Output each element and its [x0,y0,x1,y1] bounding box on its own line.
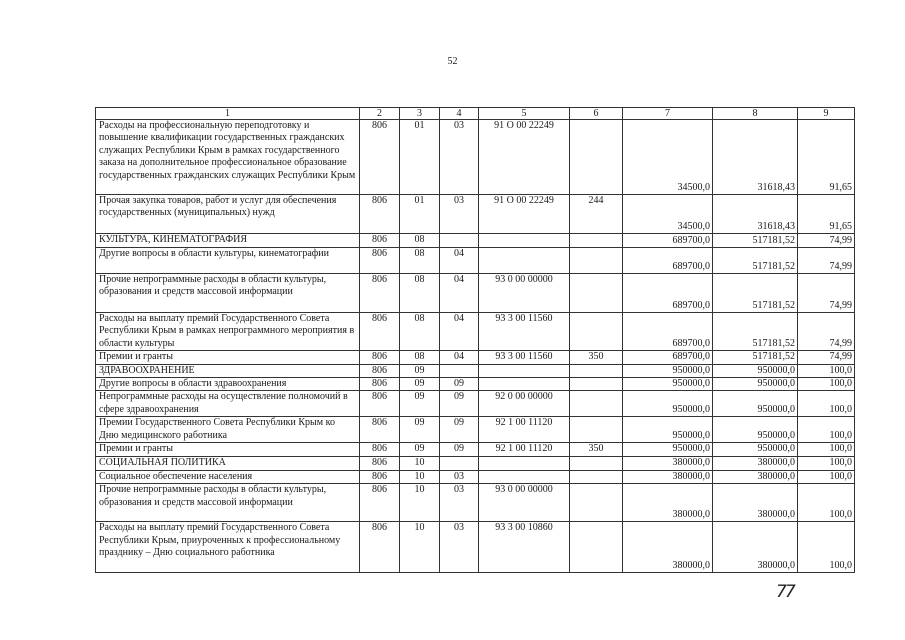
col-4-cell: 04 [440,351,479,364]
table-row [96,484,855,522]
col-8-value: 31618,43 [713,195,798,234]
col-6-cell [570,456,623,470]
col-9-value: 91,65 [798,195,855,234]
col-5-cell: 91 О 00 22249 [479,120,570,195]
col-6-cell: 350 [570,443,623,456]
row-name: Другие вопросы в области здравоохранения [96,378,360,391]
col-7-value: 950000,0 [623,378,713,391]
col-8-value: 517181,52 [713,274,798,313]
col-2-cell: 806 [360,378,400,391]
col-8-value: 950000,0 [713,391,798,417]
row-name: Другие вопросы в области культуры, кинематографии [96,248,360,274]
column-header: 2 [360,108,400,120]
col-7-value: 689700,0 [623,274,713,313]
col-3-cell: 08 [400,351,440,364]
row-name: ЗДРАВООХРАНЕНИЕ [96,364,360,377]
col-2-cell: 806 [360,470,400,483]
col-2-cell: 806 [360,195,400,234]
row-name: Прочие непрограммные расходы в области культуры, образования и средств массовой информации [96,274,360,313]
col-6-cell [570,417,623,443]
col-9-value: 74,99 [798,313,855,351]
row-name: Расходы на выплату премий Государственного Совета Республики Крым в рамках непрограммного мероприятия в области культуры [96,313,360,351]
col-8-value: 950000,0 [713,417,798,443]
column-header: 6 [570,108,623,120]
col-2-cell: 806 [360,313,400,351]
row-name: Социальное обеспечение населения [96,470,360,483]
col-7-value: 380000,0 [623,522,713,573]
row-name: Расходы на выплату премий Государственного Совета Республики Крым, приуроченных к профессиональному празднику – Дню социального работника [96,522,360,573]
col-3-cell: 08 [400,274,440,313]
col-2-cell: 806 [360,248,400,274]
col-5-cell [479,470,570,483]
col-3-cell: 09 [400,417,440,443]
col-7-value: 950000,0 [623,417,713,443]
column-header: 8 [713,108,798,120]
col-2-cell: 806 [360,484,400,522]
col-5-cell: 93 3 00 11560 [479,351,570,364]
col-8-value: 380000,0 [713,522,798,573]
col-4-cell [440,364,479,377]
col-7-value: 34500,0 [623,195,713,234]
col-3-cell: 08 [400,234,440,248]
col-4-cell: 03 [440,470,479,483]
col-7-value: 380000,0 [623,484,713,522]
col-3-cell: 10 [400,470,440,483]
column-header: 9 [798,108,855,120]
col-6-cell [570,484,623,522]
col-6-cell [570,120,623,195]
col-6-cell [570,274,623,313]
col-5-cell [479,364,570,377]
col-2-cell: 806 [360,351,400,364]
column-header: 4 [440,108,479,120]
table-row [96,248,855,274]
col-3-cell: 01 [400,195,440,234]
col-5-cell: 91 О 00 22249 [479,195,570,234]
col-6-cell [570,313,623,351]
col-2-cell: 806 [360,120,400,195]
col-3-cell: 09 [400,364,440,377]
col-8-value: 950000,0 [713,378,798,391]
col-5-cell [479,234,570,248]
col-2-cell: 806 [360,274,400,313]
col-4-cell [440,234,479,248]
handwritten-signature: 77 [776,582,794,602]
col-4-cell: 09 [440,443,479,456]
col-7-value: 380000,0 [623,456,713,470]
col-8-value: 380000,0 [713,470,798,483]
table-row [96,391,855,417]
col-9-value: 74,99 [798,234,855,248]
col-7-value: 950000,0 [623,443,713,456]
col-6-cell [570,470,623,483]
col-9-value: 100,0 [798,470,855,483]
col-7-value: 950000,0 [623,391,713,417]
col-3-cell: 09 [400,378,440,391]
col-5-cell [479,248,570,274]
col-8-value: 517181,52 [713,248,798,274]
table-row [96,417,855,443]
col-9-value: 100,0 [798,417,855,443]
row-name: Непрограммные расходы на осуществление полномочий в сфере здравоохранения [96,391,360,417]
col-2-cell: 806 [360,417,400,443]
col-3-cell: 09 [400,391,440,417]
col-3-cell: 10 [400,522,440,573]
col-9-value: 100,0 [798,484,855,522]
col-5-cell [479,378,570,391]
col-8-value: 380000,0 [713,484,798,522]
col-5-cell: 92 0 00 00000 [479,391,570,417]
col-8-value: 517181,52 [713,351,798,364]
col-4-cell: 03 [440,522,479,573]
col-8-value: 31618,43 [713,120,798,195]
row-name: КУЛЬТУРА, КИНЕМАТОГРАФИЯ [96,234,360,248]
col-2-cell: 806 [360,522,400,573]
col-4-cell: 09 [440,378,479,391]
col-8-value: 380000,0 [713,456,798,470]
col-9-value: 74,99 [798,351,855,364]
row-name: Премии и гранты [96,351,360,364]
header-row [96,108,855,120]
budget-table [95,107,855,573]
table-row [96,313,855,351]
col-2-cell: 806 [360,391,400,417]
col-8-value: 950000,0 [713,443,798,456]
col-4-cell [440,456,479,470]
col-3-cell: 08 [400,248,440,274]
col-7-value: 34500,0 [623,120,713,195]
col-5-cell: 92 1 00 11120 [479,443,570,456]
table-row [96,351,855,364]
table-row [96,456,855,470]
col-8-value: 517181,52 [713,234,798,248]
col-7-value: 950000,0 [623,364,713,377]
col-9-value: 100,0 [798,456,855,470]
col-4-cell: 04 [440,274,479,313]
row-name: Премии и гранты [96,443,360,456]
col-7-value: 689700,0 [623,313,713,351]
col-5-cell: 93 3 00 11560 [479,313,570,351]
col-3-cell: 09 [400,443,440,456]
col-4-cell: 09 [440,391,479,417]
col-9-value: 100,0 [798,522,855,573]
col-6-cell: 244 [570,195,623,234]
col-7-value: 689700,0 [623,234,713,248]
col-9-value: 100,0 [798,364,855,377]
row-name: Премии Государственного Совета Республики Крым ко Дню медицинского работника [96,417,360,443]
col-6-cell: 350 [570,351,623,364]
column-header: 1 [96,108,360,120]
row-name: Прочая закупка товаров, работ и услуг для обеспечения государственных (муниципальных) нужд [96,195,360,234]
row-name: Прочие непрограммные расходы в области культуры, образования и средств массовой информации [96,484,360,522]
col-6-cell [570,378,623,391]
table-row [96,522,855,573]
col-5-cell [479,456,570,470]
col-5-cell: 92 1 00 11120 [479,417,570,443]
col-9-value: 100,0 [798,443,855,456]
table-row [96,378,855,391]
table-row [96,195,855,234]
col-8-value: 517181,52 [713,313,798,351]
page-number: 52 [447,56,458,67]
col-9-value: 100,0 [798,378,855,391]
col-7-value: 689700,0 [623,351,713,364]
col-4-cell: 03 [440,195,479,234]
col-9-value: 74,99 [798,248,855,274]
table-row [96,120,855,195]
col-6-cell [570,522,623,573]
row-name: Расходы на профессиональную переподготовку и повышение квалификации государственных гражданских служащих Республики Крым в рамках государственного заказа на дополнительное профессиональное образование государственных гражданских служащих Республики Крым [96,120,360,195]
col-5-cell: 93 0 00 00000 [479,274,570,313]
column-header: 5 [479,108,570,120]
col-3-cell: 10 [400,484,440,522]
col-9-value: 91,65 [798,120,855,195]
table-row [96,274,855,313]
col-5-cell: 93 3 00 10860 [479,522,570,573]
table-row [96,364,855,377]
col-2-cell: 806 [360,234,400,248]
col-4-cell: 04 [440,313,479,351]
col-7-value: 380000,0 [623,470,713,483]
col-6-cell [570,364,623,377]
col-4-cell: 04 [440,248,479,274]
table-row [96,443,855,456]
column-header: 7 [623,108,713,120]
col-9-value: 100,0 [798,391,855,417]
col-8-value: 950000,0 [713,364,798,377]
table-row [96,470,855,483]
col-5-cell: 93 0 00 00000 [479,484,570,522]
col-9-value: 74,99 [798,274,855,313]
col-2-cell: 806 [360,456,400,470]
col-6-cell [570,234,623,248]
col-6-cell [570,248,623,274]
col-2-cell: 806 [360,364,400,377]
table-row [96,234,855,248]
col-4-cell: 03 [440,484,479,522]
column-header: 3 [400,108,440,120]
col-4-cell: 09 [440,417,479,443]
col-3-cell: 01 [400,120,440,195]
col-6-cell [570,391,623,417]
col-7-value: 689700,0 [623,248,713,274]
row-name: СОЦИАЛЬНАЯ ПОЛИТИКА [96,456,360,470]
col-2-cell: 806 [360,443,400,456]
col-3-cell: 10 [400,456,440,470]
col-3-cell: 08 [400,313,440,351]
col-4-cell: 03 [440,120,479,195]
